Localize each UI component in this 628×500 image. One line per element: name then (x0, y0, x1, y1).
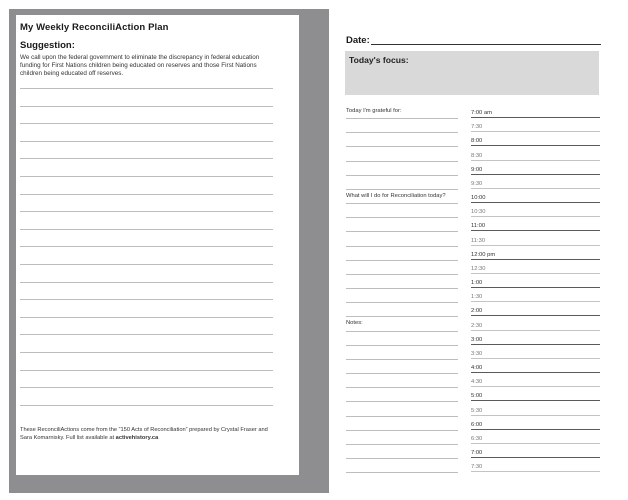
prompt-line[interactable] (346, 359, 458, 360)
prompt-line[interactable] (346, 316, 458, 317)
writing-line[interactable] (20, 194, 273, 195)
time-slot[interactable] (471, 331, 600, 345)
notes-label: Notes: (346, 320, 363, 326)
writing-line[interactable] (20, 211, 273, 212)
time-slot[interactable] (471, 175, 600, 189)
prompt-line[interactable] (346, 444, 458, 445)
time-label: 7:30 (471, 464, 483, 471)
time-label: 9:30 (471, 180, 483, 187)
footer-credit (20, 427, 278, 442)
writing-line[interactable] (20, 264, 273, 265)
time-slot[interactable] (471, 189, 600, 203)
date-field[interactable] (371, 44, 601, 45)
writing-line[interactable] (20, 334, 273, 335)
time-slot-line (471, 471, 600, 472)
prompt-line[interactable] (346, 231, 458, 232)
prompt-line[interactable] (346, 189, 458, 190)
time-slot[interactable] (471, 359, 600, 373)
writing-line[interactable] (20, 352, 273, 353)
time-label: 10:30 (471, 209, 486, 216)
time-label: 9:00 (471, 166, 483, 173)
prompt-line[interactable] (346, 302, 458, 303)
prompt-line[interactable] (346, 288, 458, 289)
suggestion-heading: Suggestion: (20, 40, 75, 51)
prompt-line[interactable] (346, 146, 458, 147)
time-label: 1:30 (471, 294, 483, 301)
time-slot[interactable] (471, 104, 600, 118)
prompt-line[interactable] (346, 118, 458, 119)
footer-link[interactable]: activehistory.ca (115, 434, 159, 441)
time-label: 12:30 (471, 265, 486, 272)
prompt-line[interactable] (346, 274, 458, 275)
time-label: 4:00 (471, 365, 483, 372)
writing-line[interactable] (20, 282, 273, 283)
time-slot[interactable] (471, 217, 600, 231)
date-label: Date: (346, 35, 370, 46)
time-label: 4:30 (471, 379, 483, 386)
writing-line[interactable] (20, 387, 273, 388)
time-label: 11:00 (471, 223, 486, 230)
writing-line[interactable] (20, 229, 273, 230)
time-label: 5:00 (471, 393, 483, 400)
prompt-line[interactable] (346, 260, 458, 261)
prompt-line[interactable] (346, 430, 458, 431)
time-label: 7:00 am (471, 110, 492, 117)
focus-label: Today's focus: (349, 55, 409, 65)
time-label: 5:30 (471, 407, 483, 414)
time-label: 10:00 (471, 195, 486, 202)
writing-line[interactable] (20, 299, 273, 300)
time-slot[interactable] (471, 373, 600, 387)
journal-prompts-column (346, 104, 458, 474)
prompt-line[interactable] (346, 458, 458, 459)
hourly-schedule (471, 104, 600, 474)
time-label: 8:00 (471, 138, 483, 145)
time-label: 6:00 (471, 421, 483, 428)
time-slot[interactable] (471, 203, 600, 217)
time-label: 7:30 (471, 124, 483, 131)
writing-line[interactable] (20, 370, 273, 371)
writing-lines (20, 88, 273, 418)
prompt-line[interactable] (346, 161, 458, 162)
grateful-label: Today I'm grateful for: (346, 108, 402, 114)
writing-line[interactable] (20, 246, 273, 247)
prompt-line[interactable] (346, 387, 458, 388)
prompt-line[interactable] (346, 331, 458, 332)
time-slot[interactable] (471, 260, 600, 274)
time-label: 2:00 (471, 308, 483, 315)
writing-line[interactable] (20, 88, 273, 89)
focus-box[interactable] (345, 51, 599, 95)
time-slot[interactable] (471, 132, 600, 146)
suggestion-text: We call upon the federal government to eliminate the discrepancy in federal education funding for First Nations children being educated on reserves and those First Nations children being educated off reserves. (20, 54, 260, 78)
prompt-line[interactable] (346, 416, 458, 417)
time-label: 8:30 (471, 152, 483, 159)
writing-line[interactable] (20, 405, 273, 406)
writing-line[interactable] (20, 106, 273, 107)
time-slot[interactable] (471, 118, 600, 132)
time-label: 7:00 (471, 449, 483, 456)
prompt-line[interactable] (346, 132, 458, 133)
time-label: 12:00 pm (471, 251, 496, 258)
writing-line[interactable] (20, 141, 273, 142)
time-slot[interactable] (471, 444, 600, 458)
time-slot[interactable] (471, 274, 600, 288)
prompt-line[interactable] (346, 203, 458, 204)
time-slot[interactable] (471, 231, 600, 245)
time-slot[interactable] (471, 146, 600, 160)
prompt-line[interactable] (346, 401, 458, 402)
time-label: 3:30 (471, 350, 483, 357)
writing-line[interactable] (20, 176, 273, 177)
writing-line[interactable] (20, 317, 273, 318)
time-slot[interactable] (471, 387, 600, 401)
time-label: 1:00 (471, 280, 483, 287)
time-slot[interactable] (471, 316, 600, 330)
prompt-line[interactable] (346, 373, 458, 374)
time-slot[interactable] (471, 288, 600, 302)
time-label: 3:00 (471, 336, 483, 343)
page-title: My Weekly ReconciliAction Plan (20, 22, 169, 33)
time-label: 11:30 (471, 237, 486, 244)
reconciliation-label: What will I do for Reconciliation today? (346, 193, 446, 199)
prompt-line[interactable] (346, 217, 458, 218)
time-slot[interactable] (471, 246, 600, 260)
time-slot[interactable] (471, 345, 600, 359)
writing-line[interactable] (20, 123, 273, 124)
time-slot[interactable] (471, 401, 600, 415)
prompt-line[interactable] (346, 246, 458, 247)
prompt-line[interactable] (346, 175, 458, 176)
writing-line[interactable] (20, 158, 273, 159)
time-label: 6:30 (471, 435, 483, 442)
time-slot[interactable] (471, 416, 600, 430)
time-slot[interactable] (471, 430, 600, 444)
prompt-line[interactable] (346, 472, 458, 473)
time-slot[interactable] (471, 302, 600, 316)
time-label: 2:30 (471, 322, 483, 329)
time-slot[interactable] (471, 458, 600, 472)
time-slot[interactable] (471, 161, 600, 175)
footer-credit-text: These ReconciliActions come from the “150 Acts of Reconciliation” prepared by Crystal Fraser and Sara Komarnisky. Full list available at (20, 427, 268, 441)
prompt-line[interactable] (346, 345, 458, 346)
